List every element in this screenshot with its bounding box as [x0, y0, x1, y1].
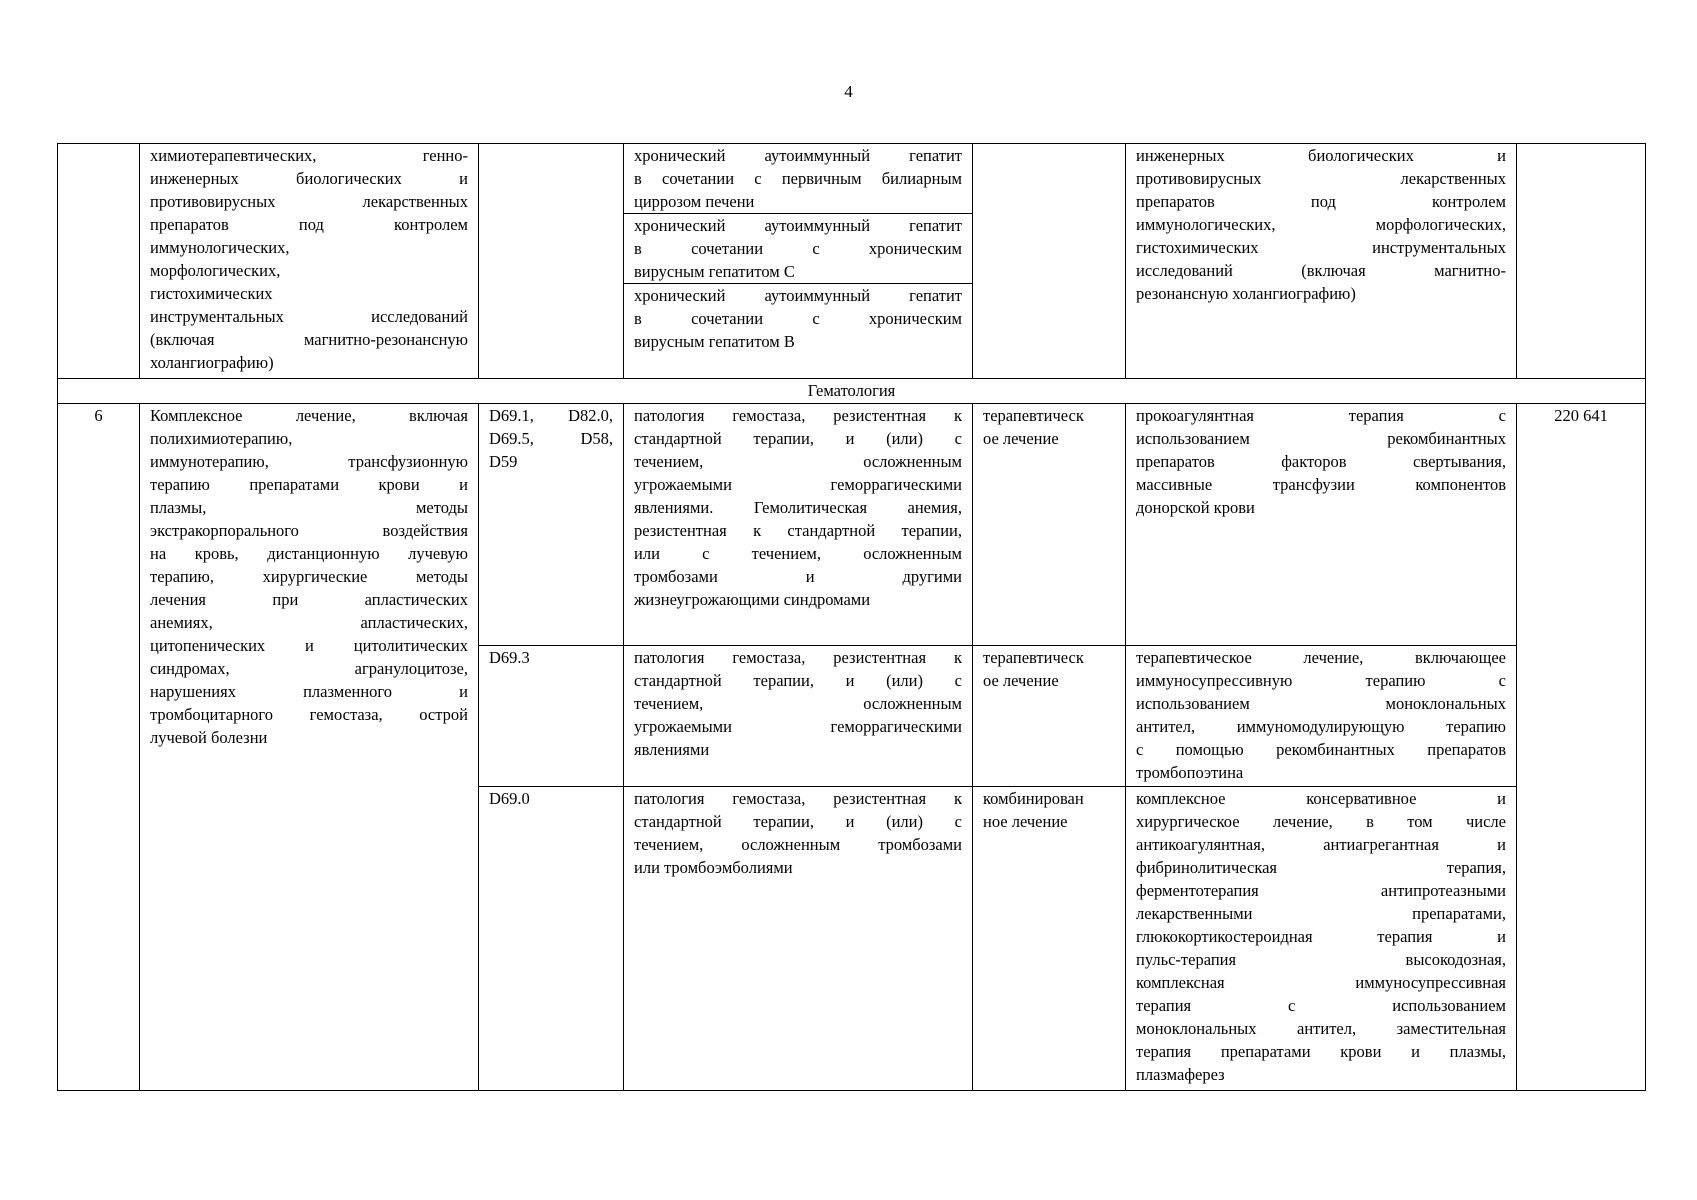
text-line: пульс-терапия высокодозная, — [1136, 950, 1506, 969]
text-line: комбинирован — [983, 789, 1084, 808]
text-line: жизнеугрожающими синдромами — [634, 590, 871, 609]
text-line: тромбопоэтина — [1136, 763, 1244, 782]
text-line: в сочетании с первичным билиарным — [634, 169, 962, 188]
text-line: стандартной терапии, и (или) с — [634, 812, 962, 831]
treatment-method-cell — [1126, 646, 1517, 787]
text-line: использованием моноклональных — [1136, 694, 1506, 713]
services-table — [57, 143, 1646, 1091]
text-line: или с течением, осложненным — [634, 544, 962, 563]
treatment-method-cell — [1126, 404, 1517, 646]
text-line: циррозом печени — [634, 192, 755, 211]
text-line: химиотерапевтических, генно- — [150, 146, 468, 165]
text-line: гистохимических инструментальных — [1136, 238, 1506, 257]
text-line: иммуносупрессивную терапию с — [1136, 671, 1506, 690]
text-line: патология гемостаза, резистентная к — [634, 648, 962, 667]
text-line: гистохимических — [150, 284, 273, 303]
text-line: иммунологических, морфологических, — [1136, 215, 1506, 234]
price: 220 641 — [1517, 404, 1646, 1091]
text-line: тромбозами и другими — [634, 567, 962, 586]
text-line: лучевой болезни — [150, 728, 268, 747]
text-line: противовирусных лекарственных — [1136, 169, 1506, 188]
text-line: вирусным гепатитом В — [634, 332, 795, 351]
page-number: 4 — [844, 82, 853, 101]
continuation-row — [58, 144, 1646, 379]
text-line: течением, осложненным — [634, 694, 962, 713]
text-line: терапию препаратами крови и — [150, 475, 468, 494]
text-line: хронический аутоиммунный гепатит — [634, 146, 962, 165]
treatment-type-cell — [973, 787, 1126, 1091]
diagnosis-cell — [624, 646, 973, 787]
codes-cell — [479, 646, 624, 787]
table-row — [58, 404, 1646, 646]
text-line: резонансную холангиографию) — [1136, 284, 1356, 303]
treatment-method-cell — [1126, 787, 1517, 1091]
text-line: глюкокортикостероидная терапия и — [1136, 927, 1506, 946]
text-line: массивные трансфузии компонентов — [1136, 475, 1506, 494]
text-line: хирургическое лечение, в том числе — [1136, 812, 1506, 831]
method-cell — [140, 144, 479, 379]
text-line: иммунотерапию, трансфузионную — [150, 452, 468, 471]
text-line: экстракорпорального воздействия — [150, 521, 468, 540]
text-line: лечения при апластических — [150, 590, 468, 609]
section-heading-row — [58, 379, 1646, 404]
group-number: 6 — [58, 404, 140, 1091]
text-line: терапия препаратами крови и плазмы, — [1136, 1042, 1506, 1061]
group-name — [140, 404, 479, 1091]
text-line: прокоагулянтная терапия с — [1136, 406, 1506, 425]
text-line: полихимиотерапию, — [150, 429, 293, 448]
text-line: D59 — [489, 452, 518, 471]
treatment-type-cell — [973, 646, 1126, 787]
text-line: или тромбоэмболиями — [634, 858, 793, 877]
text-line: в сочетании с хроническим — [634, 239, 962, 258]
text-line: Комплексное лечение, включая — [150, 406, 468, 425]
text-line: явлениями — [634, 740, 710, 759]
text-line: течением, осложненным тромбозами — [634, 835, 962, 854]
text-line: инструментальных исследований — [150, 307, 468, 326]
text-line: синдромах, агранулоцитозе, — [150, 659, 468, 678]
text-line: на кровь, дистанционную лучевую — [150, 544, 468, 563]
text-line: ферментотерапия антипротеазными — [1136, 881, 1506, 900]
text-line: использованием рекомбинантных — [1136, 429, 1506, 448]
diagnosis-block — [624, 144, 972, 213]
text-line: препаратов под контролем — [1136, 192, 1506, 211]
text-line: комплексное консервативное и — [1136, 789, 1506, 808]
text-line: терапия с использованием — [1136, 996, 1506, 1015]
text-line: противовирусных лекарственных — [150, 192, 468, 211]
treatment-type-cell — [973, 404, 1126, 646]
text-line: явлениями. Гемолитическая анемия, — [634, 498, 962, 517]
text-line: иммунологических, — [150, 238, 290, 257]
text-line: патология гемостаза, резистентная к — [634, 406, 962, 425]
text-line: терапию, хирургические методы — [150, 567, 468, 586]
diagnosis-cell — [624, 404, 973, 646]
text-line: лекарственными препаратами, — [1136, 904, 1506, 923]
text-line: (включая магнитно-резонансную — [150, 330, 468, 349]
codes-cell — [479, 787, 624, 1091]
price-cell — [1517, 144, 1646, 379]
diagnosis-cell — [624, 787, 973, 1091]
text-line: ое лечение — [983, 429, 1059, 448]
text-line: ное лечение — [983, 812, 1068, 831]
text-line: течением, осложненным — [634, 452, 962, 471]
text-line: нарушениях плазменного и — [150, 682, 468, 701]
section-heading: Гематология — [58, 379, 1646, 404]
text-line: D69.5, D58, — [489, 429, 613, 448]
text-line: в сочетании с хроническим — [634, 309, 962, 328]
text-line: D69.3 — [489, 648, 530, 667]
text-line: донорской крови — [1136, 498, 1255, 517]
text-line: угрожаемыми геморрагическими — [634, 717, 962, 736]
text-line: угрожаемыми геморрагическими — [634, 475, 962, 494]
text-line: плазмаферез — [1136, 1065, 1225, 1084]
text-line: антител, иммуномодулирующую терапию — [1136, 717, 1506, 736]
text-line: фибринолитическая терапия, — [1136, 858, 1506, 877]
text-line: хронический аутоиммунный гепатит — [634, 286, 962, 305]
text-line: анемиях, апластических, — [150, 613, 468, 632]
diagnosis-block — [624, 283, 972, 353]
text-line: инженерных биологических и — [150, 169, 468, 188]
text-line: патология гемостаза, резистентная к — [634, 789, 962, 808]
text-line: комплексная иммуносупрессивная — [1136, 973, 1506, 992]
text-line: терапевтическ — [983, 406, 1084, 425]
text-line: препаратов под контролем — [150, 215, 468, 234]
treatment-type-cell — [973, 144, 1126, 379]
text-line: тромбоцитарного гемостаза, острой — [150, 705, 468, 724]
text-line: терапевтическ — [983, 648, 1084, 667]
text-line: инженерных биологических и — [1136, 146, 1506, 165]
text-line: стандартной терапии, и (или) с — [634, 671, 962, 690]
text-line: резистентная к стандартной терапии, — [634, 521, 962, 540]
text-line: D69.0 — [489, 789, 530, 808]
diagnosis-block — [624, 213, 972, 283]
text-line: препаратов факторов свертывания, — [1136, 452, 1506, 471]
codes-cell — [479, 404, 624, 646]
text-line: антикоагулянтная, антиагрегантная и — [1136, 835, 1506, 854]
text-line: моноклональных антител, заместительная — [1136, 1019, 1506, 1038]
text-line: холангиографию) — [150, 353, 274, 372]
text-line: D69.1, D82.0, — [489, 406, 613, 425]
number-cell — [58, 144, 140, 379]
text-line: терапевтическое лечение, включающее — [1136, 648, 1506, 667]
text-line: плазмы, методы — [150, 498, 468, 517]
text-line: вирусным гепатитом С — [634, 262, 795, 281]
text-line: исследований (включая магнитно- — [1136, 261, 1506, 280]
text-line: цитопенических и цитолитических — [150, 636, 468, 655]
text-line: морфологических, — [150, 261, 281, 280]
text-line: стандартной терапии, и (или) с — [634, 429, 962, 448]
text-line: ое лечение — [983, 671, 1059, 690]
diagnoses-cell — [624, 144, 973, 379]
text-line: с помощью рекомбинантных препаратов — [1136, 740, 1506, 759]
text-line: хронический аутоиммунный гепатит — [634, 216, 962, 235]
codes-cell — [479, 144, 624, 379]
treatment-method-cell — [1126, 144, 1517, 379]
